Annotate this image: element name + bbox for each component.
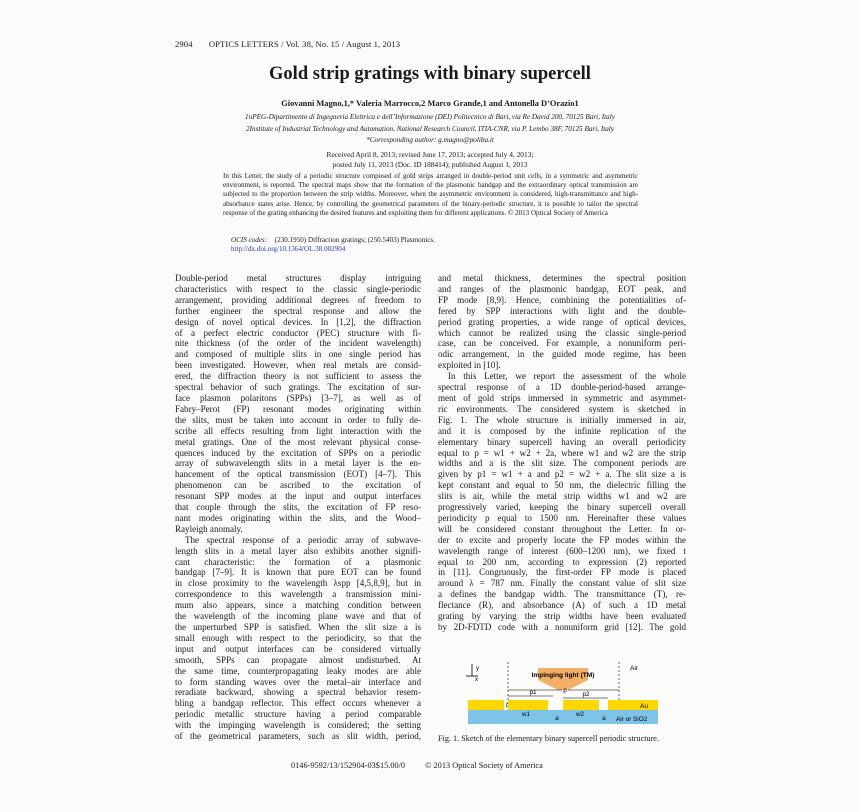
left-column-line: small enough with respect to the periodicity, so that the [175,632,421,643]
right-column-line: slits is air, while the metal strip widths w1 and w2 are [438,491,686,502]
body-column-left [175,273,421,742]
right-column-line: elementary binary supercell having an overall periodicity [438,436,686,447]
left-column-line: input and output interfaces can be considered virtually [175,643,421,654]
p-label: p [563,687,567,694]
left-column-line: hancement of the optical transmission (EOT) [4–7]. This [175,469,421,480]
left-column-line: ered, the diffraction theory is not sufficient to assess the [175,371,421,382]
slit-a-label-2: a [602,715,606,722]
right-column-line: ric environments. The considered system is sketched in [438,403,686,414]
running-head [175,39,414,49]
ocis-values: (230.1950) Diffraction gratings; (250.5403) Plasmonics. [274,236,435,244]
air-label: Air [630,665,639,672]
right-column-line: fered by SPP interactions with light and the double- [438,305,686,316]
ocis-codes [231,236,435,244]
right-column-line: a defines the bandgap width. The transmittance (T), re- [438,589,686,600]
figure-1-sketch [464,660,664,728]
gold-strip-w1 [508,700,548,710]
left-column-line: mum also appears, since a matching condition between [175,600,421,611]
left-column-line: phenomenon can be ascribed to the excitation of [175,480,421,491]
left-column-line: cant characteristic: the formation of a plasmonic [175,556,421,567]
right-column-line: kept constant and equal to 50 nm, the dielectric filling the [438,480,686,491]
left-column-line: Fabry–Perot (FP) resonant modes originating within [175,403,421,414]
ocis-label: OCIS codes: [231,236,268,244]
right-column-line: period grating properties, a wide range of optical devices, [438,316,686,327]
gold-strip-right [608,700,658,710]
right-column-line: given by p1 = w1 + a and p2 = w2 + a. The slit size a is [438,469,686,480]
left-column-line: the wavelength of the incoming plane wave and that of [175,611,421,622]
right-column-line: equal to 200 nm, according to expression (2) reported [438,556,686,567]
left-column-line: reradiate backward, showing a spectral behavior resem- [175,687,421,698]
left-column-line: and composed of multiple slits in one single period has [175,349,421,360]
left-column-line: nite thickness (of the order of the incident wavelength) [175,338,421,349]
corresponding-author: *Corresponding author: g.magno@poliba.it [366,136,494,144]
right-column-line: will be considered constant throughout the Letter. In or- [438,523,686,534]
left-column-line: of a perfect electric conductor (PEC) structure with fi- [175,327,421,338]
right-column-line: FP mode [8,9]. Hence, combining the potentialities of- [438,294,686,305]
right-column-line: grating by varying the strip widths have been evaluated [438,611,686,622]
right-column-line: widths and a is the slit size. The component periods are [438,458,686,469]
left-column-line: that couple through the slits, the excitation of FP reso- [175,502,421,513]
left-column-line: Rayleigh anomaly. [175,523,243,534]
right-column-line: In this Letter, we report the assessment of the whole [448,371,686,382]
left-column-line: periodic metallic structure having a period comparable [175,709,421,720]
abstract: In this Letter, the study of a periodic structure composed of gold strips arranged in double-period unit cells, in a symmetric and asymmetric environment, is reported. The spectral maps show that the formation of the plasmonic bandgap and the extraordinary optical transmission are subjected to the proportion between the strip widths. Moreover, when the asymmetric environment is considered, high-transmittance and high-absorbance states arise. Hence, by controlling the geometrical parameters of the binary-periodic structure, it is possible to tailor the spectral response of the grating enhancing the desired features and exploiting them for different applications. © 2013 Optical Society of America [223,172,638,217]
left-column-line: characteristics with respect to the classic single-periodic [175,283,421,294]
journal-info: OPTICS LETTERS / Vol. 38, No. 15 / August 1, 2013 [208,39,401,49]
right-column-line: wavelength range of interest (600–1200 nm), we fixed t [438,545,686,556]
received-dates: Received April 8, 2013; revised June 17, 2013; accepted July 4, 2013; [326,150,534,159]
left-column-line: bandgap [7–9]. It is known that pure EOT can be found [175,567,421,578]
right-column-line: spectral response of a 1D double-period-based arrange- [438,382,686,393]
left-column-line: the same time, counterpropagating leaky modes are able [175,665,421,676]
right-column-line: odic arrangement, in the guided mode regime, has been [438,349,686,360]
affiliation-2: 2Institute of Industrial Technology and Automation, National Research Council, ITIA-CNR, via P. Lembo 38F, 70125 Bari, Italy [245,125,614,133]
left-column-line: to form standing waves over the metal–air interface and [175,676,421,687]
left-column-line: array of subwavelength slits in a metal layer is the en- [175,458,421,469]
p2-label: p2 [582,691,590,698]
right-column-line: equal to p = w1 + w2 + 2a, where w1 and w2 are the strip [438,447,686,458]
y-axis-label: y [476,666,479,672]
right-column-line: Fig. 1. The whole structure is initially immersed in air, [438,414,686,425]
left-column-line: The spectral response of a periodic array of subwave- [185,534,421,545]
left-column-line: correspondence to this wavelength a transmission mini- [175,589,421,600]
right-column-line: and it is composed by the infinite replication of the [438,425,686,436]
left-column-line: further engineer the spectral response and allow the [175,305,421,316]
au-label: Au [640,703,649,710]
right-column-line: which cannot be realized using the classic single-period [438,327,686,338]
left-column-line: in close proximity to the wavelength λspp [4,5,8,9], but in [175,578,421,589]
left-column-line: spectral behavior of such gratings. The excitation of sur- [175,382,421,393]
page-number: 2904 [175,39,193,49]
w2-label: w2 [576,711,584,718]
left-column-line: bling a bandgap reflector. This effect occurs whenever a [175,698,421,709]
left-column-line: length slits in a metal layer also exhibits another signifi- [175,545,421,556]
left-column-line: of the geometrical parameters, such as slit width, period, [175,731,421,742]
body-column-right [438,273,686,633]
impinging-light-label: Impinging light (TM) [531,672,595,679]
left-column-line: nant modes originating within the slits, and the Wood– [175,512,421,523]
left-column-line: resonant SPP modes at the input and output interfaces [175,491,421,502]
left-column-line: face plasmon polaritons (SPPs) [3–7], as well as of [175,392,421,403]
copyright: © 2013 Optical Society of America [425,761,543,770]
right-column-line: around λ = 787 nm. Finally the constant value of slit size [438,578,686,589]
substrate-label: Air or SiO2 [616,716,648,723]
figure-1-caption: Fig. 1. Sketch of the elementary binary supercell periodic structure. [438,734,659,743]
left-column-line: scribe all effects resulting from light interaction with the [175,425,421,436]
left-column-line: smooth, SPPs can propagate almost undisturbed. At [175,654,421,665]
published-dates: posted July 11, 2013 (Doc. ID 188414); published August 1, 2013 [332,160,528,169]
right-column-line: by 2D-FDTD code with a nonuniform grid [12]. The gold [438,622,686,632]
left-column-line: with the impinging wavelength is considered; the setting [175,720,421,731]
right-column-line: exploited in [10]. [438,360,501,371]
gold-strip-w2 [563,700,599,710]
right-column-line: ment of gold strips immersed in symmetric and asymmet- [438,392,686,403]
thickness-t-label: t [506,703,508,709]
doi-link[interactable]: http://dx.doi.org/10.1364/OL.38.002904 [231,245,346,253]
author-list: Giovanni Magno,1,* Valeria Marrocco,2 Marco Grande,1 and Antonella D’Orazio1 [281,99,579,108]
left-column-line: the unperturbed SPP is satisfied. When the slit size a is [175,622,421,632]
p1-label: p1 [529,689,537,696]
left-column-line: arrangement, providing additional degrees of freedom to [175,294,421,305]
right-column-line: periodicity p equal to 1500 nm. Hereinafter these values [438,512,686,523]
x-axis-label: x [475,677,478,683]
w1-label: w1 [522,711,530,718]
left-column-line: metal gratings. One of the most relevant physical conse- [175,436,421,447]
left-column-line: been investigated. However, when real metals are consid- [175,360,421,371]
right-column-line: and metal thickness, determines the spectral position [438,273,686,283]
page-footer [291,761,561,770]
gold-strip-left [468,700,504,710]
right-column-line: and ranges of the plasmonic bandgap, EOT peak, and [438,283,686,294]
left-column-line: design of novel optical devices. In [1,2], the diffraction [175,316,421,327]
right-column-line: in [11]. Congruously, the first-order FP mode is placed [438,567,686,578]
left-column-line: Double-period metal structures display intriguing [175,273,421,283]
left-column-line: quences induced by the excitation of SPPs on a periodic [175,447,421,458]
left-column-line: the slits, must be taken into account in order to fully de- [175,414,421,425]
right-column-line: progressively varied, keeping the binary supercell overall [438,502,686,513]
affiliation-1: 1nPEG-Dipartimento di Ingegneria Elettrica e dell’Informazione (DEI) Politecnico di Bari, via Re David 200, 70125 Bari, Italy [245,113,615,121]
article-code: 0146-9592/13/152904-03$15.00/0 [291,761,406,770]
right-column-line: case, can be conceived. For example, a nonuniform peri- [438,338,686,349]
article-title: Gold strip gratings with binary supercell [269,64,591,84]
right-column-line: flectance (R), and absorbance (A) of such a 1D metal [438,600,686,611]
right-column-line: der to excite and properly locate the FP modes within the [438,534,686,545]
slit-a-label-1: a [555,715,559,722]
